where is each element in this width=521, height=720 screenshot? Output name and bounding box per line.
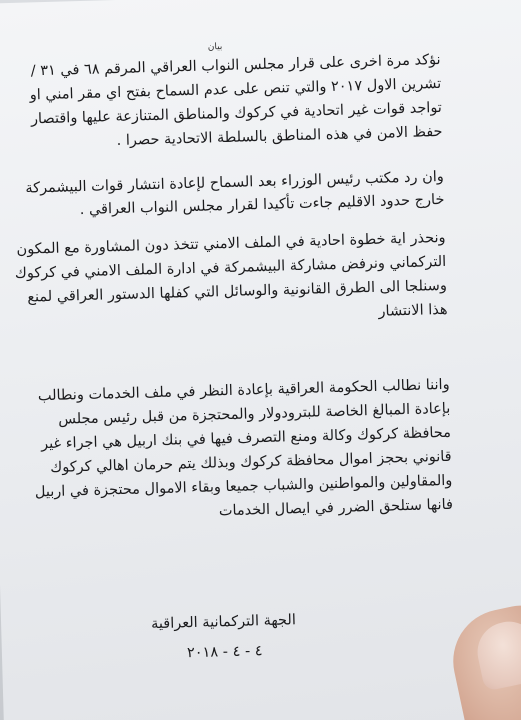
body-line-1: نؤكد مرة اخرى على قرار مجلس النواب العراقي المرقم ٦٨ في ٣١ / [30,51,441,80]
body-line-11: واننا نطالب الحكومة العراقية بإعادة النظر في ملف الخدمات ونطالب [37,376,450,405]
signature-line: الجهة التركمانية العراقية [150,612,297,633]
body-line-15: والمقاولين والمواطنين والشباب جميعا وبقاء الاموال محتجزة في اربيل [34,472,453,501]
body-line-7: ونحذر اية خطوة احادية في الملف الامني تتخذ دون المشاورة مع المكون [16,229,446,258]
body-line-6: خارج حدود الاقليم جاءت تأكيدا لقرار مجلس النواب العراقي . [79,191,445,219]
body-line-12: بإعادة المبالغ الخاصة للبترودولار والمحتجزة من قبل رئيس مجلس [58,400,451,428]
body-line-5: وان رد مكتب رئيس الوزراء بعد السماح لإعادة انتشار قوات البيشمركة [25,168,445,197]
body-line-8: التركماني ونرفض مشاركة البيشمركة في ادارة الملف الامني في كركوك [14,253,447,282]
body-line-14: قانوني بحجز اموال محافظة كركوك وبذلك يتم حرمان اهالي كركوك [50,448,452,477]
document-heading: بيان [207,42,223,53]
body-line-9: وسنلجا الى الطرق القانونية والوسائل التي كفلها الدستور العراقي لمنع [27,277,448,306]
body-line-2: تشرين الاول ٢٠١٧ والتي تنص على عدم السماح بفتح اي مقر امني او [29,75,442,104]
body-line-10: هذا الانتشار [378,301,448,320]
signature-date: ٤ - ٤ - ٢٠١٨ [186,643,263,662]
body-line-16: فانها ستلحق الضرر في ايصال الخدمات [218,496,454,520]
body-line-4: حفظ الامن في هذه المناطق بالسلطة الاتحادية حصرا . [116,123,443,150]
body-line-13: محافظة كركوك وكالة ومنع التصرف فيها في بنك اربيل هي اجراء غير [40,424,452,453]
body-line-3: تواجد قوات غير اتحادية في كركوك والمناطق المتنازعة عليها واقتصار [30,99,443,128]
